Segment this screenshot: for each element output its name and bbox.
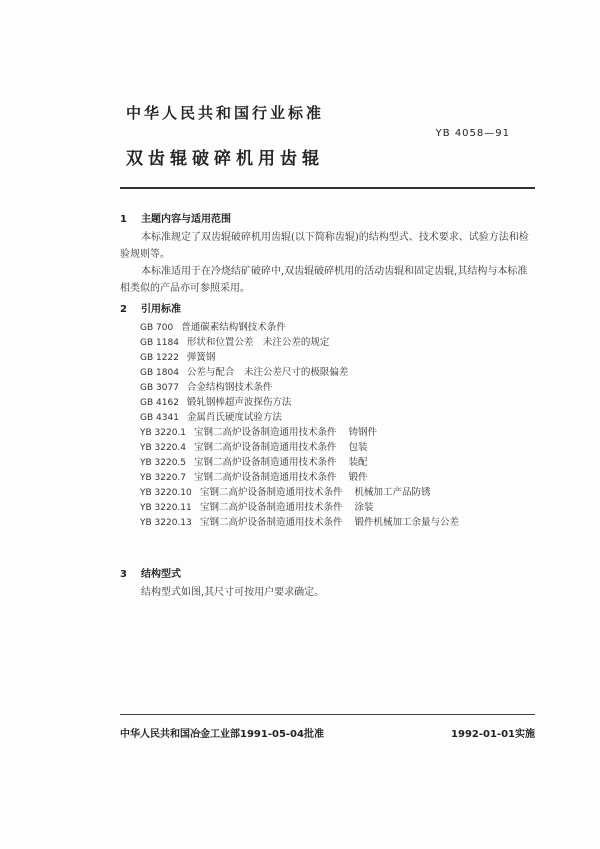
- reference-code: YB 3220.13: [140, 518, 192, 528]
- reference-item: [140, 410, 459, 425]
- reference-title: 弹簧钢: [186, 352, 216, 363]
- reference-title: 公差与配合 未注公差尺寸的极限偏差: [186, 367, 349, 378]
- section-number: 1: [120, 214, 127, 225]
- reference-code: YB 3220.1: [140, 428, 187, 438]
- section-title: 主题内容与适用范围: [140, 214, 231, 225]
- reference-item: [140, 515, 459, 530]
- reference-item: [140, 320, 459, 335]
- reference-code: GB 4341: [140, 413, 179, 423]
- reference-title: 宝钢二高炉设备制造通用技术条件: [200, 487, 343, 498]
- approval-date: 中华人民共和国冶金工业部1991-05-04批准: [120, 729, 324, 740]
- issuing-authority: 中华人民共和国行业标准: [125, 104, 324, 122]
- reference-title: 合金结构钢技术条件: [186, 382, 273, 393]
- effective-date: 1992-01-01实施: [451, 729, 535, 740]
- reference-title: 宝钢二高炉设备制造通用技术条件: [200, 517, 343, 528]
- footer-divider: [120, 714, 535, 715]
- reference-item: [140, 350, 459, 365]
- reference-code: GB 700: [140, 323, 174, 333]
- document-title: 双齿辊破碎机用齿辊: [126, 149, 324, 169]
- header-divider: [120, 187, 535, 189]
- reference-item: [140, 425, 459, 440]
- reference-title: 宝钢二高炉设备制造通用技术条件: [194, 472, 337, 483]
- reference-subtitle: 装配: [348, 457, 368, 468]
- reference-subtitle: 涂装: [354, 502, 374, 513]
- reference-item: [140, 485, 459, 500]
- reference-item: [140, 455, 459, 470]
- section-2-heading: [120, 300, 181, 315]
- reference-item: [140, 380, 459, 395]
- reference-subtitle: 铸钢件: [348, 427, 378, 438]
- section-title: 结构型式: [140, 569, 181, 580]
- reference-item: [140, 395, 459, 410]
- reference-item: [140, 365, 459, 380]
- reference-title: 宝钢二高炉设备制造通用技术条件: [194, 427, 337, 438]
- reference-title: 宝钢二高炉设备制造通用技术条件: [194, 442, 337, 453]
- reference-code: GB 1184: [140, 338, 179, 348]
- reference-title: 宝钢二高炉设备制造通用技术条件: [200, 502, 343, 513]
- reference-item: [140, 335, 459, 350]
- reference-item: [140, 500, 459, 515]
- reference-item: [140, 470, 459, 485]
- reference-code: GB 3077: [140, 383, 179, 393]
- reference-code: GB 1804: [140, 368, 179, 378]
- reference-code: GB 4162: [140, 398, 179, 408]
- paragraph: 本标准规定了双齿辊破碎机用齿辊(以下简称齿辊)的结构型式、技术要求、试验方法和检验规则等。: [120, 232, 529, 260]
- standard-code: YB 4058—91: [435, 128, 510, 139]
- section-3-heading: [120, 565, 181, 580]
- reference-subtitle: 包装: [348, 442, 368, 453]
- reference-title: 形状和位置公差 未注公差的规定: [186, 337, 330, 348]
- reference-code: YB 3220.10: [140, 488, 192, 498]
- reference-title: 普通碳素结构钢技术条件: [181, 322, 286, 333]
- reference-subtitle: 锻件: [348, 472, 368, 483]
- paragraph: 本标准适用于在冷烧结矿破碎中,双齿辊破碎机用的活动齿辊和固定齿辊,其结构与本标准相类似的产品亦可参照采用。: [120, 266, 528, 294]
- reference-code: YB 3220.5: [140, 458, 187, 468]
- reference-code: YB 3220.4: [140, 443, 187, 453]
- section-1-heading: [120, 210, 231, 225]
- reference-subtitle: 机械加工产品防锈: [354, 487, 431, 498]
- section-title: 引用标准: [140, 304, 181, 315]
- reference-title: 宝钢二高炉设备制造通用技术条件: [194, 457, 337, 468]
- reference-title: 锻轧钢棒超声波探伤方法: [186, 397, 292, 408]
- reference-code: YB 3220.11: [140, 503, 192, 513]
- section-number: 2: [120, 304, 127, 315]
- paragraph: 结构型式如图,其尺寸可按用户要求确定。: [141, 587, 325, 598]
- reference-list: [140, 320, 459, 530]
- reference-item: [140, 440, 459, 455]
- reference-subtitle: 锻件机械加工余量与公差: [354, 517, 460, 528]
- section-number: 3: [120, 569, 127, 580]
- reference-title: 金属肖氏硬度试验方法: [186, 412, 282, 423]
- reference-code: YB 3220.7: [140, 473, 187, 483]
- reference-code: GB 1222: [140, 353, 179, 363]
